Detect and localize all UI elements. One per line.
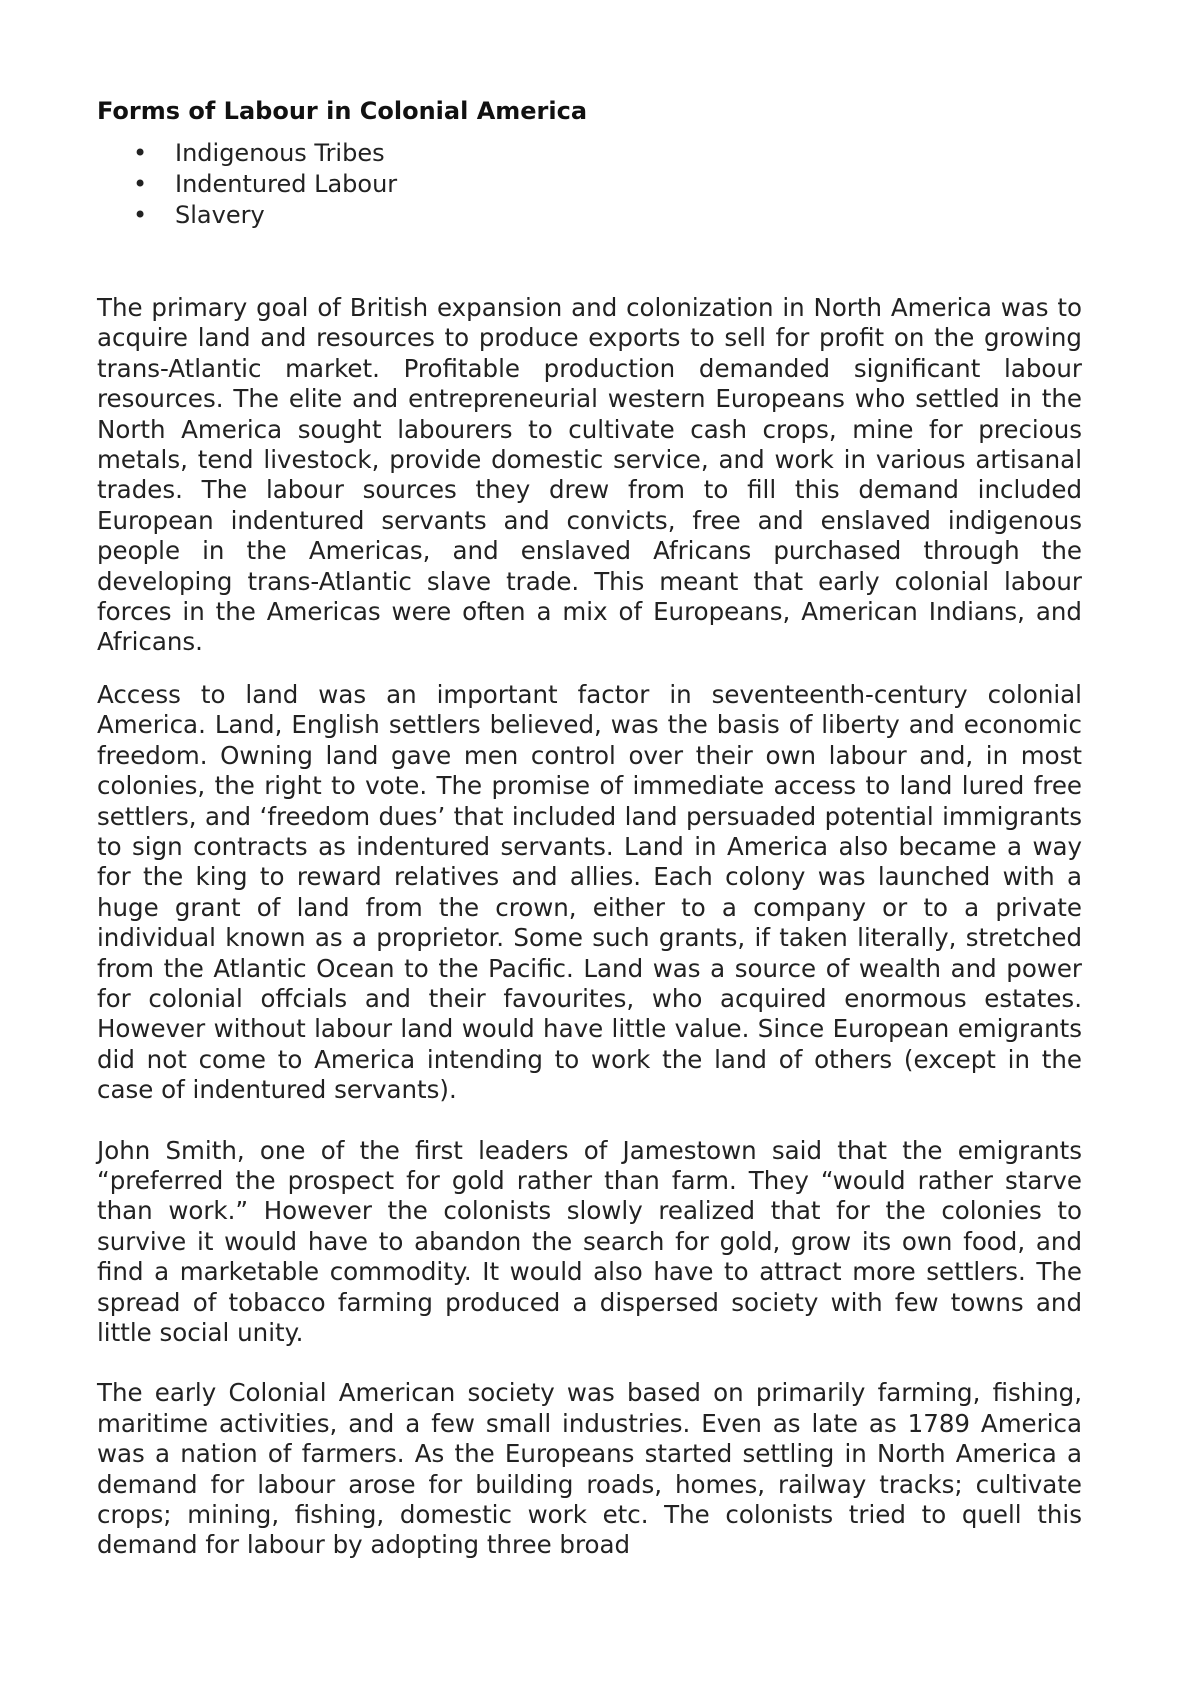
paragraph-british-expansion: The primary goal of British expansion and colonization in North America was to acquire land and resources to produce exports to sell for profit on the growing trans-Atlantic market. Profitable production demanded significant labour resources. The elite and entrepreneurial western Europeans who settled in the North America sought labourers to cultivate cash crops, mine for precious metals, tend livestock, provide domestic service, and work in various artisanal trades. The labour sources they drew from to fill this demand included European indentured servants and convicts, free and enslaved indigenous people in the Americas, and enslaved Africans purchased through the developing trans-Atlantic slave trade. This meant that early colonial labour forces in the Americas were often a mix of Europeans, American Indians, and Africans. [97, 293, 1082, 657]
bullet-icon: • [133, 139, 148, 167]
paragraph-access-to-land: Access to land was an important factor in seventeenth-century colonial America. Land, English settlers believed, was the basis of liberty and economic freedom. Owning land gave men control over their own labour and, in most colonies, the right to vote. The promise of immediate access to land lured free settlers, and ‘freedom dues’ that included land persuaded potential immigrants to sign contracts as indentured servants. Land in America also became a way for the king to reward relatives and allies. Each colony was launched with a huge grant of land from the crown, either to a company or to a private individual known as a proprietor. Some such grants, if taken literally, stretched from the Atlantic Ocean to the Pacific. Land was a source of wealth and power for colonial offcials and their favourites, who acquired enormous estates. However without labour land would have little value. Since European emigrants did not come to America intending to work the land of others (except in the case of indentured servants). [97, 679, 1082, 1105]
list-item [133, 200, 1082, 231]
document-page [97, 96, 1082, 1561]
labour-forms-list [97, 138, 1082, 231]
paragraph-john-smith: John Smith, one of the first leaders of Jamestown said that the emigrants “preferred the prospect for gold rather than farm. They “would rather starve than work.” However the colonists slowly realized that for the colonies to survive it would have to abandon the search for gold, grow its own food, and find a marketable commodity. It would also have to attract more settlers. The spread of tobacco farming produced a dispersed society with few towns and little social unity. [97, 1135, 1082, 1347]
bullet-icon: • [133, 201, 148, 229]
list-item-label: Indentured Labour [175, 170, 398, 198]
list-item [133, 138, 1082, 169]
list-item-label: Indigenous Tribes [175, 139, 385, 167]
paragraph-colonial-society: The early Colonial American society was based on primarily farming, fishing, maritime activities, and a few small industries. Even as late as 1789 America was a nation of farmers. As the Europeans started settling in North America a demand for labour arose for building roads, homes, railway tracks; cultivate crops; mining, fishing, domestic work etc. The colonists tried to quell this demand for labour by adopting three broad [97, 1378, 1082, 1560]
list-item-label: Slavery [175, 201, 265, 229]
page-title: Forms of Labour in Colonial America [97, 97, 588, 125]
list-item [133, 169, 1082, 200]
bullet-icon: • [133, 170, 148, 198]
